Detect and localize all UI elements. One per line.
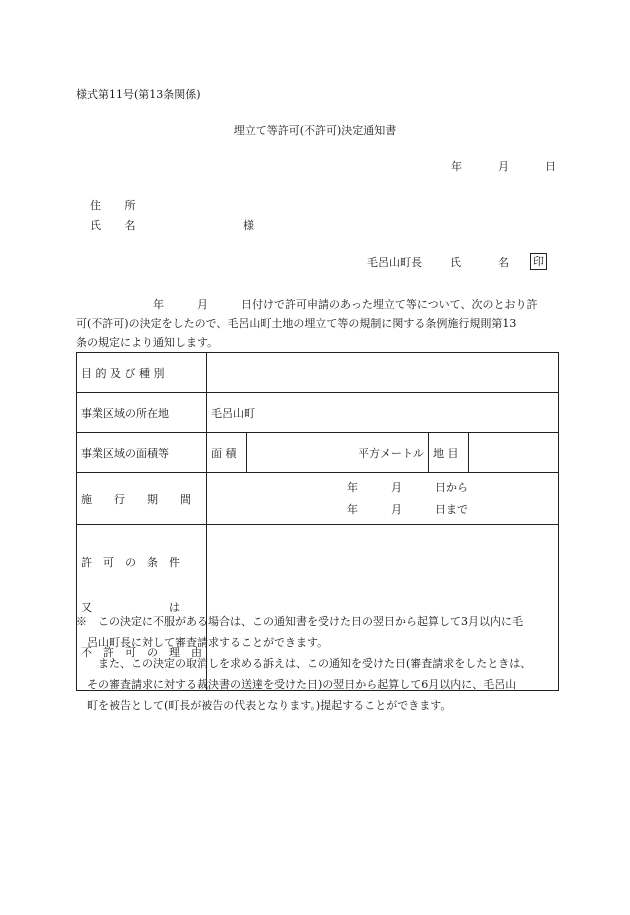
location-label: 事業区域の所在地 [77, 393, 207, 433]
table-row-purpose [77, 353, 559, 393]
period-label: 施 行 期 間 [77, 473, 207, 525]
form-number: 様式第11号(第13条関係) [76, 88, 201, 101]
land-category-value [469, 433, 559, 473]
issuer-title: 毛呂山町長 [367, 256, 422, 269]
location-value: 毛呂山町 [207, 393, 559, 433]
conditions-label-line1: 許 可 の 条 件 [81, 556, 180, 569]
table-row-area [77, 433, 559, 473]
conditions-label-line3: 不 許 可 の 理 由 [81, 646, 202, 659]
date-day-label: 日 [545, 160, 556, 173]
issuer-name-label: 氏 [450, 256, 461, 269]
issuer-name-label-2: 名 [498, 256, 509, 269]
body-paragraph: 年 月 日付けで許可申請のあった埋立て等について、次のとおり許 可(不許可)の決定をしたので、毛呂山町土地の埋立て等の規制に関する条例施行規則第13 条の規定により通知します。 [76, 298, 538, 349]
period-to: 年 月 日まで [347, 502, 468, 516]
period-from: 年 月 日から [347, 480, 468, 494]
period-value [207, 473, 559, 525]
area-sub-label: 面 積 [207, 433, 247, 473]
area-label: 事業区域の面積等 [77, 433, 207, 473]
document-title: 埋立て等許可(不許可)決定通知書 [233, 124, 397, 137]
table-row-location [77, 393, 559, 433]
honorific: 様 [243, 219, 254, 232]
land-category-label: 地 目 [429, 433, 469, 473]
table-row-period [77, 473, 559, 525]
purpose-value [207, 353, 559, 393]
conditions-label-line2: 又 は [81, 601, 180, 614]
recipient-name-label: 氏 名 [90, 219, 146, 232]
seal-mark: 印 [530, 253, 547, 270]
purpose-label: 目 的 及 び 種 別 [77, 353, 207, 393]
date-month-label: 月 [498, 160, 509, 173]
recipient-address-label: 住 所 [90, 199, 146, 212]
date-year-label: 年 [451, 160, 462, 173]
area-unit: 平方メートル [247, 433, 429, 473]
notes-paragraph: ※ この決定に不服がある場合は、この通知書を受けた日の翌日から起算して3月以内に毛 呂山町長に対して審査請求することができます。 また、この決定の取消しを求める訴えは、この通知を受けた日(審査請求をしたときは、 その審査請求に対する裁決書の送達を受けた日)の翌日から起算して6月以内に、毛呂山 町を被告として(町長が被告の代表となります。)提起することができます。 [76, 615, 532, 712]
